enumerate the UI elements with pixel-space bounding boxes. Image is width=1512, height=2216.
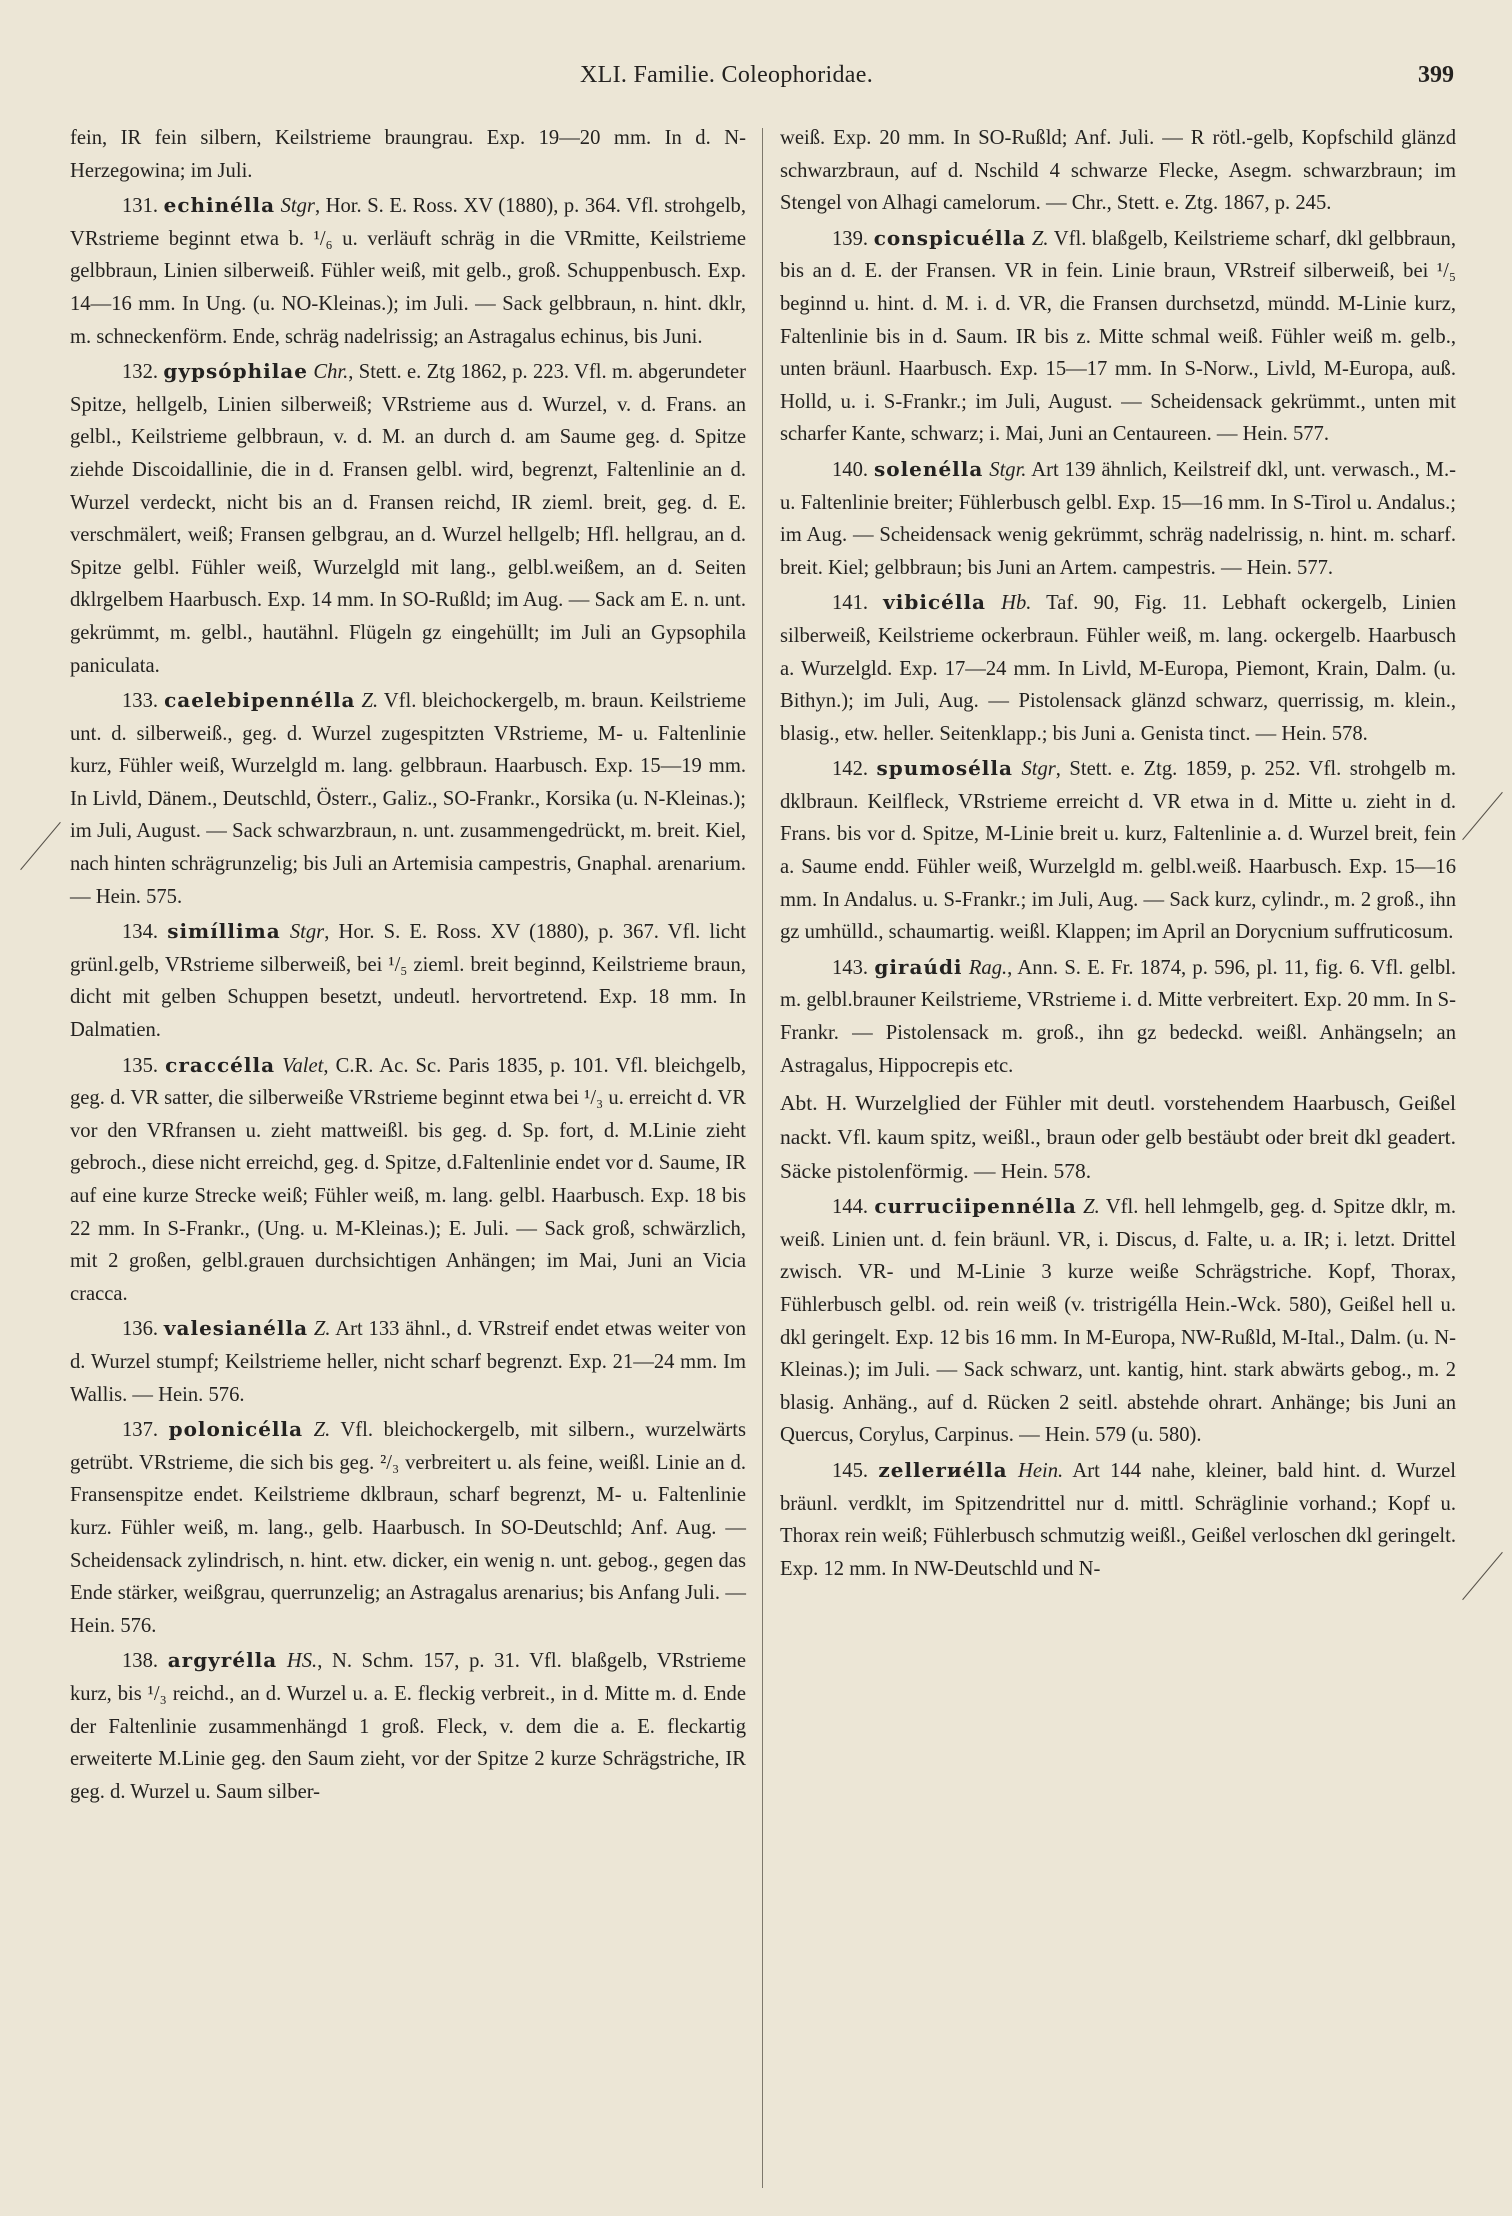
species-author: Rag.	[968, 956, 1008, 979]
entry-number: 145.	[832, 1459, 869, 1482]
species-author: Hein.	[1017, 1459, 1064, 1482]
running-head	[0, 62, 1512, 102]
species-entry	[70, 355, 746, 682]
species-entry	[780, 951, 1456, 1082]
right-column	[780, 122, 1456, 1585]
margin-pencil-mark	[1462, 1552, 1503, 1600]
entry-number: 142.	[832, 758, 869, 781]
left-column	[70, 122, 746, 1808]
species-author: Z.	[1031, 227, 1049, 250]
entry-number: 139.	[832, 227, 869, 250]
entry-number: 135.	[122, 1054, 159, 1077]
species-entry	[70, 1413, 746, 1642]
entry-text: Vfl. hell lehmgelb, geg. d. Spitze dklr, m. weiß. Linien unt. d. fein bräunl. VR, i. Discus, d. Falte, u. a. IR; i. letzt. Drittel zwisch. VR- und M-Linie 3 kurze weiße Schrägstriche. Kopf, Thorax, Fühlerbusch gelbl. od. rein weiß (v. tristrigélla Hein.-Wck. 580), Geißel hell u. dkl geringelt. Exp. 12 bis 16 mm. In M-Europa, NW-Rußld, M-Ital., Dalm. (u. N-Kleinas.); im Juli. — Sack schwarz, unt. kantig, hint. stark abwärts gebog., m. 2 blasig. Anhäng., auf d. Rücken 2 seitl. abstehde ohrart. Anhänge; bis Juni an Quercus, Corylus, Carpinus. — Hein. 579 (u. 580).	[780, 1196, 1456, 1447]
entry-text: , N. Schm. 157, p. 31. Vfl. blaßgelb, VRstrieme kurz, bis ¹/₃ reichd., an d. Wurzel u. a. E. fleckig verbreit., in d. Mitte m. d. Ende der Faltenlinie zusammenhängd 1 groß. Fleck, v. dem die a. E. fleckartig erweiterte M.Linie geg. den Saum zieht, vor der Spitze 2 kurze Schrägstriche, IR geg. d. Wurzel u. Saum silber-	[70, 1650, 746, 1803]
species-name: caelebipennélla	[164, 688, 356, 713]
entry-text: Abt. H. Wurzelglied der Fühler mit deutl. vorstehendem Haarbusch, Geißel nackt. Vfl. kaum spitz, weißl., braun oder gelb bestäubt oder breit dkl geadert. Säcke pistolenförmig. — Hein. 578.	[780, 1091, 1456, 1184]
species-entry	[780, 1190, 1456, 1452]
section-intro	[780, 1086, 1456, 1188]
species-entry	[70, 122, 746, 187]
species-name: gypsóphilae	[163, 359, 308, 384]
species-entry	[780, 222, 1456, 451]
entry-number: 136.	[122, 1318, 159, 1341]
margin-pencil-mark	[20, 822, 61, 870]
species-author: Z.	[313, 1318, 331, 1341]
species-name: polonicélla	[168, 1417, 304, 1442]
entry-number: 131.	[122, 195, 159, 218]
species-entry	[70, 1312, 746, 1411]
species-name: vibicélla	[883, 590, 986, 615]
entry-number: 140.	[832, 458, 869, 481]
species-author: Hb.	[1001, 592, 1032, 615]
entry-text: Vfl. bleichockergelb, mit silbern., wurzelwärts getrübt. VRstrieme, die sich bis geg. ²/₃ verbreitert u. als feine, weißl. Linie an d. Fransenspitze endet. Keilstrieme dklbraun, scharf begrenzt, M- u. Faltenlinie kurz. Fühler weiß, m. lang., gelb. Haarbusch. In SO-Deutschld; Anf. Aug. — Scheidensack zylindrisch, n. hint. etw. dicker, ein wenig n. unt. gebog., gegen das Ende stärker, weißgrau, querrunzelig; an Astragalus arenarius; bis Anfang Juli. — Hein. 576.	[70, 1419, 746, 1637]
entry-text: Art 133 ähnl., d. VRstreif endet etwas weiter von d. Wurzel stumpf; Keilstrieme heller, nicht scharf begrenzt. Exp. 21—24 mm. Im Wallis. — Hein. 576.	[70, 1318, 746, 1406]
entry-text: Vfl. bleichockergelb, m. braun. Keilstrieme unt. d. silberweiß., geg. d. Wurzel zugespitzten VRstrieme, M- u. Faltenlinie kurz, Fühler weiß, Wurzelgld m. lang. gelbbraun. Haarbusch. Exp. 15—19 mm. In Livld, Dänem., Deutschld, Österr., Galiz., SO-Frankr., Korsika (u. N-Kleinas.); im Juli, August. — Sack schwarzbraun, n. unt. zusammengedrückt, m. breit. Kiel, nach hinten schrägrunzelig; bis Juli an Artemisia campestris, Gnaphal. arenarium. — Hein. 575.	[70, 690, 746, 908]
margin-pencil-mark	[1462, 792, 1503, 840]
entry-number: 138.	[122, 1650, 159, 1673]
species-author: Chr.	[313, 361, 349, 384]
entry-text: , Hor. S. E. Ross. XV (1880), p. 367. Vfl. licht grünl.gelb, VRstrieme silberweiß, bei ¹/₅ zieml. breit beginnd, Keilstrieme braun, dicht mit gelben Schuppen besetzt, undeutl. hervortretend. Exp. 18 mm. In Dalmatien.	[70, 921, 746, 1042]
species-entry	[780, 122, 1456, 220]
entry-number: 143.	[832, 956, 869, 979]
species-name: zellerиélla	[878, 1457, 1008, 1482]
entry-number: 137.	[122, 1419, 159, 1442]
species-author: Stgr	[289, 921, 325, 944]
entry-text: , Stett. e. Ztg. 1859, p. 252. Vfl. strohgelb m. dklbraun. Keilfleck, VRstrieme erreicht d. VR etwa in d. Mitte u. zieht in d. Frans. bis vor d. Spitze, M-Linie breit u. kurz, Faltenlinie a. d. Wurzel breit, fein a. Saume endd. Fühler weiß, Wurzelgld m. gelbl.weiß. Haarbusch. Exp. 15—16 mm. In Andalus. u. S-Frankr.; im Juli, Aug. — Sack kurz, cylindr., m. 2 groß., ihn gz umhülld., schaumartig. weißl. Klappen; im April an Dorycnium suffruticosum.	[780, 758, 1456, 944]
species-author: Z.	[313, 1419, 331, 1442]
running-title: XLI. Familie. Coleophoridae.	[580, 62, 874, 88]
entry-text: Taf. 90, Fig. 11. Lebhaft ockergelb, Linien silberweiß, Keilstrieme ockerbraun. Fühler weiß, m. lang. ockergelb. Haarbusch a. Wurzelgld. Exp. 17—24 mm. In Livld, M-Europa, Piemont, Krain, Dalm. (u. Bithyn.); im Juli, Aug. — Pistolensack glänzd schwarz, querrissig, m. klein., blasig., etw. heller. Seitenklapp.; bis Juni a. Genista tinct. — Hein. 578.	[780, 592, 1456, 745]
species-entry	[70, 1644, 746, 1808]
species-name: giraúdi	[874, 954, 963, 979]
entry-text: , Ann. S. E. Fr. 1874, p. 596, pl. 11, fig. 6. Vfl. gelbl. m. gelbl.brauner Keilstrieme, VRstrieme i. d. Mitte verbreitert. Exp. 20 mm. In S-Frankr. — Pistolensack m. groß., ihn gz bedeckd. weißl. Anhängseln; an Astragalus, Hippocrepis etc.	[780, 956, 1456, 1077]
entry-number: 133.	[122, 690, 159, 713]
species-entry	[780, 586, 1456, 750]
entry-text: Vfl. blaßgelb, Keilstrieme scharf, dkl gelbbraun, bis an d. E. der Fransen. VR in fein. Linie braun, VRstreif silberweiß, bei ¹/₅ beginnd u. hint. d. M. i. d. VR, die Fransen durchsetzd, mündd. M-Linie kurz, Faltenlinie bis in d. Saum. IR bis z. Mitte schmal weiß. Fühler weiß m. gelb., unten bräunl. Haarbusch. Exp. 15—17 mm. In S-Norw., Livld, M-Europa, auß. Holld, u. i. S-Frankr.; im Juli, August. — Scheidensack gekrümmt., unten mit scharfer Kante, schwarz; i. Mai, Juni an Centaureen. — Hein. 577.	[780, 227, 1456, 446]
species-name: craccélla	[165, 1052, 276, 1077]
entry-number: 132.	[122, 361, 159, 384]
species-entry	[780, 1454, 1456, 1585]
species-name: solenélla	[873, 456, 984, 481]
species-name: argyrélla	[167, 1648, 278, 1673]
entry-number: 141.	[832, 592, 869, 615]
entry-number: 144.	[832, 1196, 869, 1219]
species-name: simíllima	[167, 919, 281, 944]
species-author: Stgr	[1021, 758, 1056, 781]
entry-text: fein, IR fein silbern, Keilstrieme braungrau. Exp. 19—20 mm. In d. N-Herzegowina; im Juli.	[70, 127, 746, 182]
species-author: Z.	[1083, 1196, 1100, 1219]
species-author: Stgr	[280, 195, 315, 218]
entry-text: , C.R. Ac. Sc. Paris 1835, p. 101. Vfl. bleichgelb, geg. d. VR satter, die silberweiße VRstrieme beginnt etwa bei ¹/₃ u. erreicht d. VR vor den VRfransen u. zieht mattweißl. bis geg. d. Sp. fort, d. M.Linie zieht gebroch., diese nicht erreichd, geg. d. Spitze, d.Faltenlinie endet vor d. Saume, IR auf eine kurze Strecke weiß; Fühler weiß, m. lang. gelbl. Haarbusch. Exp. 18 bis 22 mm. In S-Frankr., (Ung. u. M-Kleinas.); E. Juli. — Sack groß, schwärzlich, mit 2 großen, gelbl.grauen durchsichtigen Anhängen; im Mai, Juni an Vicia cracca.	[70, 1054, 746, 1305]
species-entry	[780, 752, 1456, 949]
species-author: Z.	[361, 690, 379, 713]
species-entry	[780, 453, 1456, 584]
species-entry	[70, 1049, 746, 1311]
entry-text: weiß. Exp. 20 mm. In SO-Rußld; Anf. Juli. — R rötl.-gelb, Kopfschild glänzd schwarzbraun, auf d. Nschild 4 schwarze Flecke, Asegm. schwarzbraun; im Stengel von Alhagi camelorum. — Chr., Stett. e. Ztg. 1867, p. 245.	[780, 127, 1456, 215]
species-author: Stgr.	[989, 458, 1027, 481]
entry-text: Art 139 ähnlich, Keilstreif dkl, unt. verwasch., M.- u. Faltenlinie breiter; Fühlerbusch gelbl. Exp. 15—16 mm. In S-Tirol u. Andalus.; im Aug. — Scheidensack wenig gekrümmt, schräg nadelrissig, n. hint. m. scharf. breit. Kiel; gelbbraun; bis Juni an Artem. campestris. — Hein. 577.	[780, 458, 1456, 579]
species-entry	[70, 189, 746, 353]
species-name: spumosélla	[876, 756, 1013, 781]
species-name: echinélla	[163, 193, 276, 218]
entry-text: Art 144 nahe, kleiner, bald hint. d. Wurzel bräunl. verdklt, im Spitzendrittel nur d. mittl. Schräglinie vorhand.; Kopf u. Thorax rein weiß; Fühlerbusch schmutzig weißl., Geißel verloschen dkl geringelt. Exp. 12 mm. In NW-Deutschld und N-	[780, 1459, 1456, 1580]
species-author: Valet	[282, 1054, 324, 1077]
species-name: conspicuélla	[873, 225, 1027, 250]
entry-text: , Stett. e. Ztg 1862, p. 223. Vfl. m. abgerundeter Spitze, hellgelb, Linien silberweiß; VRstrieme aus d. Wurzel, v. d. Frans. an gelbl., Keilstrieme gelbbraun, v. d. M. an durch d. am Saume geg. d. Spitze ziehde Discoidallinie, die in d. Fransen gelbl. wird, begrenzt, Faltenlinie an d. Wurzel verdeckt, nicht bis an d. Fransen reichd, IR zieml. breit, geg. d. E. verschmälert, weiß; Fransen gelbgrau, an d. Wurzel hellgelb; Hfl. hellgrau, an d. Spitze gelbl. Fühler weiß, Wurzelgld mit lang., gelbl.weißem, an d. Seiten dklrgelbem Haarbusch. Exp. 14 mm. In SO-Rußld; im Aug. — Sack am E. n. unt. gekrümmt, m. gelbl., hautähnl. Flügeln gz eingehüllt; im Juli an Gypsophila paniculata.	[70, 361, 746, 677]
species-author: HS.	[286, 1650, 318, 1673]
page-number: 399	[1418, 62, 1454, 88]
entry-text: , Hor. S. E. Ross. XV (1880), p. 364. Vfl. strohgelb, VRstrieme beginnt etwa b. ¹/₆ u. verläuft schräg in die VRmitte, Keilstrieme gelbbraun, Linien silberweiß. Fühler weiß, mit gelb., groß. Schuppenbusch. Exp. 14—16 mm. In Ung. (u. NO-Kleinas.); im Juli. — Sack gelbbraun, n. hint. dklr, m. schneckenförm. Ende, schräg nadelrissig; an Astragalus echinus, bis Juni.	[70, 195, 746, 348]
species-name: curruciipennélla	[874, 1194, 1077, 1219]
entry-number: 134.	[122, 921, 159, 944]
species-entry	[70, 915, 746, 1046]
species-entry	[70, 684, 746, 913]
species-name: valesianélla	[163, 1316, 309, 1341]
column-rule	[762, 128, 763, 2188]
